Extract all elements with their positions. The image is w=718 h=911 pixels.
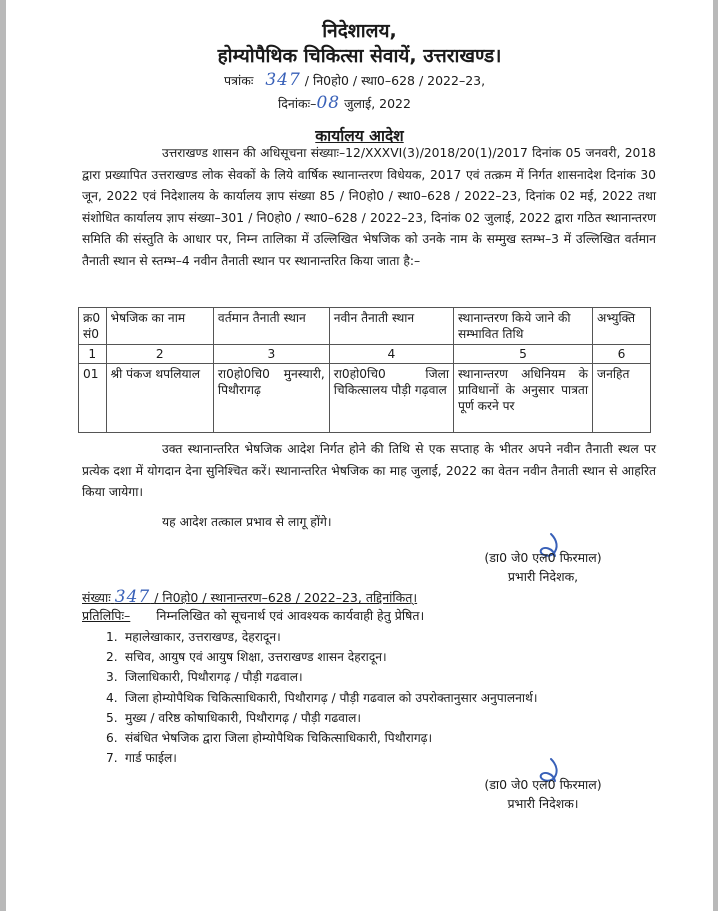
list-item: 1. महालेखाकार, उत्तराखण्ड, देहरादून। bbox=[106, 630, 281, 644]
cell-name: श्री पंकज थपलियाल bbox=[106, 364, 213, 433]
list-item: 5. मुख्य / वरिष्ठ कोषाधिकारी, पिथौरागढ़ / पौड़ी गढवाल। bbox=[106, 710, 361, 725]
header-sno: क्र0 सं0 bbox=[79, 308, 107, 345]
list-item: 6. संबंधित भेषजिक द्वारा जिला होम्योपैथिक चिकित्साधिकारी, पिथौरागढ़। bbox=[106, 731, 433, 746]
copy-to-line bbox=[82, 607, 424, 624]
cell-sno: 01 bbox=[79, 364, 107, 433]
list-item: 3. जिलाधिकारी, पिथौरागढ़ / पौड़ी गढवाल। bbox=[106, 670, 303, 685]
cell-current-posting: रा0हो0चि0 मुनस्यारी, पिथौरागढ़ bbox=[213, 364, 329, 433]
date-month-year: जुलाई, 2022 bbox=[344, 96, 411, 111]
list-item: 2. सचिव, आयुष एवं आयुष शिक्षा, उत्तराखण्ड शासन देहरादून। bbox=[106, 650, 387, 665]
letter-date bbox=[278, 93, 411, 113]
copy-ref-label: संख्याः bbox=[82, 590, 111, 605]
col-num: 1 bbox=[79, 345, 107, 364]
table-row bbox=[79, 364, 651, 433]
office-name: निदेशालय, bbox=[322, 20, 397, 42]
ref-suffix: / नि0हो0 / स्था0–628 / 2022–23, bbox=[304, 73, 486, 88]
col-num: 2 bbox=[106, 345, 213, 364]
col-num: 6 bbox=[593, 345, 651, 364]
intro-paragraph: उत्तराखण्ड शासन की अधिसूचना संख्याः–12/XXXVI(3)/2018/20(1)/2017 दिनांक 05 जनवरी, 2018 द्वारा प्रख्यापित उत्तराखण्ड लोक सेवकों के लिये वार्षिक स्थानान्तरण विधेयक, 2017 एवं तत्क्रम में निर्गत शासनादेश दिनांक 30 जून, 2022 एवं निदेशालय के कार्यालय ज्ञाप संख्या 85 / नि0हो0 / स्था0–628 / 2022–23, दिनांक 02 मई, 2022 तथा संशोधित कार्यालय ज्ञाप संख्या–301 / नि0हो0 / स्था0–628 / 2022–23, दिनांक 02 जुलाई, 2022 द्वारा गठित स्थानान्तरण समिति की संस्तुति के आधार पर, निम्न तालिका में उल्लिखित भेषजिक को उनके नाम के सम्मुख स्तम्भ–3 में उल्लिखित वर्तमान तैनाती स्थान से स्तम्भ–4 नवीन तैनाती स्थान पर स्थानान्तरित किया जाता है:– bbox=[82, 146, 656, 268]
header-new-posting: नवीन तैनाती स्थान bbox=[329, 308, 453, 345]
signature-block bbox=[443, 548, 643, 586]
effect-paragraph: यह आदेश तत्काल प्रभाव से लागू होंगे। bbox=[162, 515, 332, 529]
signatory-designation: प्रभारी निदेशक, bbox=[507, 569, 579, 584]
handwritten-copy-ref-number: 347 bbox=[114, 587, 151, 607]
col-num: 3 bbox=[213, 345, 329, 364]
scan-border-right bbox=[713, 0, 718, 911]
distribution-list bbox=[106, 627, 537, 768]
copy-signature-block bbox=[443, 775, 643, 813]
header-remarks: अभ्युक्ति bbox=[593, 308, 651, 345]
document-page bbox=[6, 0, 713, 911]
joining-paragraph: उक्त स्थानान्तरित भेषजिक आदेश निर्गत होने की तिथि से एक सप्ताह के भीतर अपने नवीन तैनाती स्थल पर प्रत्येक दशा में योगदान देना सुनिश्चित करें। स्थानान्तरित भेषजिक का माह जुलाई, 2022 का वेतन नवीन तैनाती स्थान से आहरित किया जायेगा। bbox=[82, 442, 656, 499]
cell-probable-date: स्थानान्तरण अधिनियम के प्राविधानों के अनुसार पात्रता पूर्ण करने पर bbox=[454, 364, 593, 433]
transfer-table bbox=[78, 307, 651, 433]
list-item: 7. गार्ड फाईल। bbox=[106, 751, 177, 766]
handwritten-date-day: 08 bbox=[316, 93, 341, 113]
date-label: दिनांकः– bbox=[278, 96, 317, 111]
cell-new-posting: रा0हो0चि0 जिला चिकित्सालय पौड़ी गढ़वाल bbox=[329, 364, 453, 433]
list-item: 4. जिला होम्योपैथिक चिकित्साधिकारी, पिथौरागढ़ / पौड़ी गढवाल को उपरोक्तानुसार अनुपालनार्थ। bbox=[106, 690, 538, 705]
ref-label: पत्रांकः bbox=[224, 73, 254, 88]
order-heading: कार्यालय आदेश bbox=[315, 127, 404, 145]
header-name: भेषजिक का नाम bbox=[106, 308, 213, 345]
col-num: 5 bbox=[454, 345, 593, 364]
col-num: 4 bbox=[329, 345, 453, 364]
department-name: होम्योपैथिक चिकित्सा सेवायें, उत्तराखण्ड। bbox=[217, 45, 502, 67]
header-probable-date: स्थानान्तरण किये जाने की सम्भावित तिथि bbox=[454, 308, 593, 345]
handwritten-ref-number: 347 bbox=[265, 70, 301, 90]
signatory-designation: प्रभारी निदेशक। bbox=[507, 796, 579, 811]
copy-ref-suffix: / नि0हो0 / स्थानान्तरण–628 / 2022–23, तद्दिनांकित्। bbox=[154, 590, 418, 605]
signatory-name: (डा0 जे0 एल0 फिरमाल) bbox=[484, 777, 602, 792]
copy-text: निम्नलिखित को सूचनार्थ एवं आवश्यक कार्यवाही हेतु प्रेषित। bbox=[156, 608, 425, 623]
table-header-row bbox=[79, 308, 651, 345]
cell-remarks: जनहित bbox=[593, 364, 651, 433]
signatory-name: (डा0 जे0 एल0 फिरमाल) bbox=[484, 550, 602, 565]
column-number-row bbox=[79, 345, 651, 364]
letter-reference bbox=[224, 70, 485, 90]
copy-reference bbox=[82, 587, 417, 607]
copy-label: प्रतिलिपिः– bbox=[82, 608, 131, 623]
header-current-posting: वर्तमान तैनाती स्थान bbox=[213, 308, 329, 345]
